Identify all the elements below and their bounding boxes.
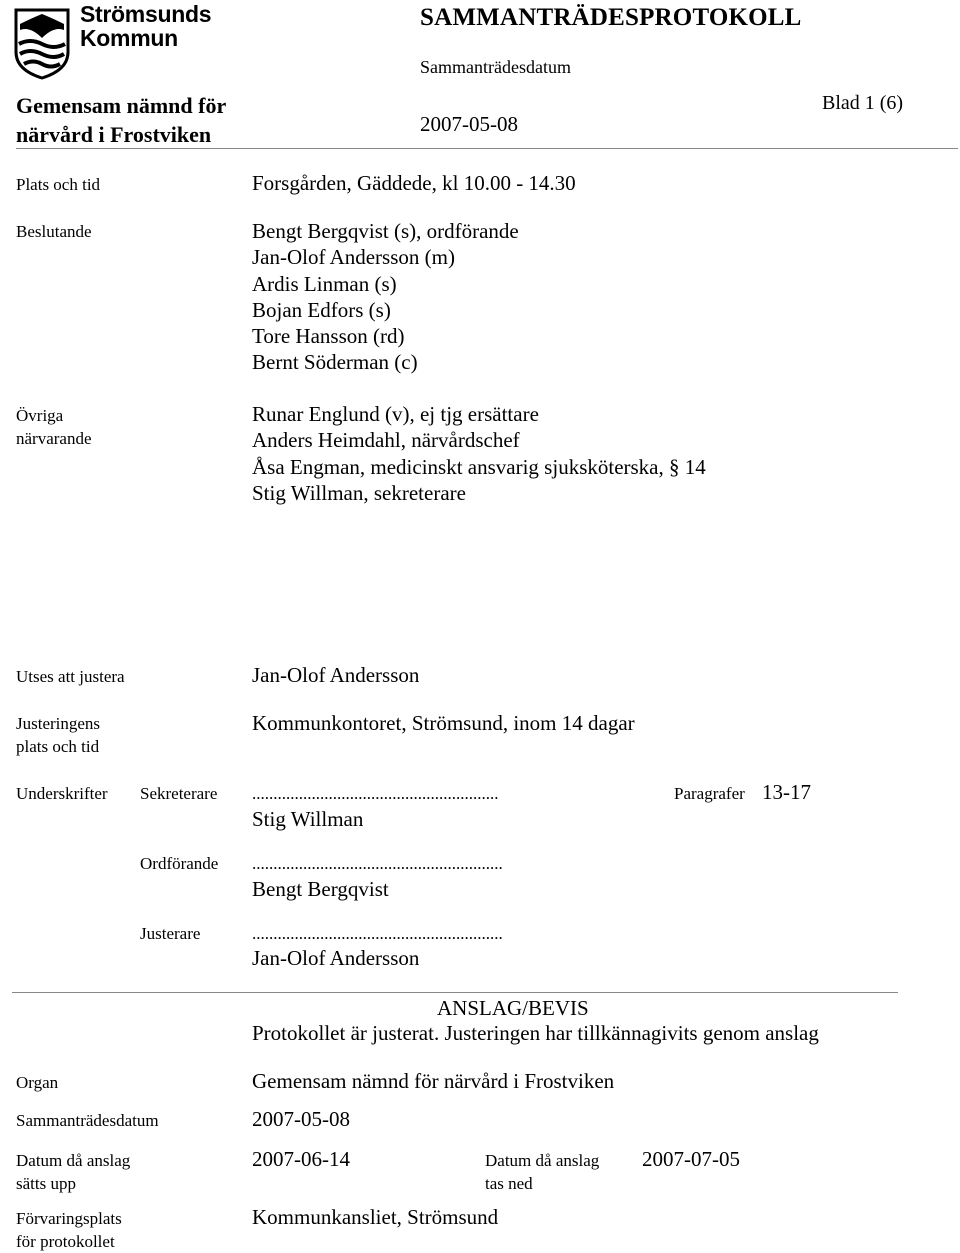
notice-title: ANSLAG/BEVIS bbox=[437, 996, 589, 1020]
deciding-label: Beslutande bbox=[16, 222, 92, 241]
storage-value: Kommunkansliet, Strömsund bbox=[252, 1205, 499, 1229]
deciding-member: Jan-Olof Andersson (m) bbox=[252, 245, 455, 270]
notice-divider bbox=[12, 992, 898, 993]
removed-date-label bbox=[485, 1149, 599, 1195]
signatures-label: Underskrifter bbox=[16, 784, 108, 803]
adjuster-label: Justerare bbox=[140, 924, 201, 943]
adjustment-place-value: Kommunkontoret, Strömsund, inom 14 dagar bbox=[252, 711, 635, 735]
adjustment-place-label-line-2: plats och tid bbox=[16, 737, 100, 756]
organ-value: Gemensam nämnd för närvård i Frostviken bbox=[252, 1069, 615, 1093]
storage-label bbox=[16, 1207, 122, 1253]
chair-signature-line: ........................................................... bbox=[252, 854, 503, 873]
others-label-line-1: Övriga bbox=[16, 406, 64, 425]
others-member: Stig Willman, sekreterare bbox=[252, 480, 466, 505]
secretary-signature-line: .......................................................... bbox=[252, 784, 499, 803]
deciding-member: Tore Hansson (rd) bbox=[252, 324, 405, 349]
committee-name-line-2: närvård i Frostviken bbox=[16, 122, 212, 147]
page-number: Blad 1 (6) bbox=[822, 92, 904, 114]
deciding-list bbox=[252, 218, 519, 376]
paragraphs-value: 13-17 bbox=[762, 780, 811, 804]
chair-label: Ordförande bbox=[140, 854, 219, 873]
others-label-line-2: närvarande bbox=[16, 429, 92, 448]
place-value: Forsgården, Gäddede, kl 10.00 - 14.30 bbox=[252, 171, 576, 195]
secretary-name: Stig Willman bbox=[252, 807, 364, 831]
deciding-member: Bengt Bergqvist (s), ordförande bbox=[252, 219, 519, 243]
deciding-member: Bernt Söderman (c) bbox=[252, 350, 418, 375]
adjuster-appointed-label: Utses att justera bbox=[16, 667, 125, 686]
posted-date-label bbox=[16, 1149, 130, 1195]
storage-label-line-1: Förvaringsplats bbox=[16, 1209, 122, 1228]
adjuster-signature-line: ........................................................... bbox=[252, 924, 503, 943]
notice-text: Protokollet är justerat. Justeringen har tillkännagivits genom anslag bbox=[252, 1021, 819, 1045]
adjuster-appointed-value: Jan-Olof Andersson bbox=[252, 663, 420, 687]
removed-date-value: 2007-07-05 bbox=[642, 1147, 740, 1171]
others-member: Runar Englund (v), ej tjg ersättare bbox=[252, 402, 539, 426]
organ-label: Organ bbox=[16, 1073, 59, 1092]
notice-date-label: Sammanträdesdatum bbox=[16, 1111, 159, 1130]
others-label bbox=[16, 404, 92, 450]
place-label: Plats och tid bbox=[16, 175, 101, 194]
header-divider bbox=[16, 148, 958, 149]
deciding-member: Ardis Linman (s) bbox=[252, 271, 397, 296]
removed-date-label-line-1: Datum då anslag bbox=[485, 1151, 600, 1170]
meeting-date-label: Sammanträdesdatum bbox=[420, 57, 571, 77]
logo-line-2: Kommun bbox=[80, 25, 178, 51]
others-list bbox=[252, 401, 706, 506]
logo-line-1: Strömsunds bbox=[80, 1, 212, 27]
posted-date-value: 2007-06-14 bbox=[252, 1147, 350, 1171]
meeting-date: 2007-05-08 bbox=[420, 112, 518, 136]
municipality-logo bbox=[14, 8, 70, 80]
paragraphs-label: Paragrafer bbox=[674, 784, 745, 803]
notice-date-value: 2007-05-08 bbox=[252, 1107, 350, 1131]
removed-date-label-line-2: tas ned bbox=[485, 1174, 533, 1193]
adjustment-place-label-line-1: Justeringens bbox=[16, 714, 101, 733]
others-member: Åsa Engman, medicinskt ansvarig sjuksköterska, § 14 bbox=[252, 454, 706, 479]
storage-label-line-2: för protokollet bbox=[16, 1232, 115, 1251]
secretary-label: Sekreterare bbox=[140, 784, 218, 803]
adjustment-place-label bbox=[16, 712, 100, 758]
document-title: SAMMANTRÄDESPROTOKOLL bbox=[420, 4, 802, 31]
adjuster-name: Jan-Olof Andersson bbox=[252, 946, 420, 970]
deciding-member: Bojan Edfors (s) bbox=[252, 297, 391, 322]
posted-date-label-line-1: Datum då anslag bbox=[16, 1151, 131, 1170]
others-member: Anders Heimdahl, närvårdschef bbox=[252, 428, 520, 453]
committee-name bbox=[16, 91, 226, 149]
posted-date-label-line-2: sätts upp bbox=[16, 1174, 76, 1193]
logo-wordmark bbox=[80, 2, 211, 50]
chair-name: Bengt Bergqvist bbox=[252, 877, 389, 901]
committee-name-line-1: Gemensam nämnd för bbox=[16, 93, 227, 118]
